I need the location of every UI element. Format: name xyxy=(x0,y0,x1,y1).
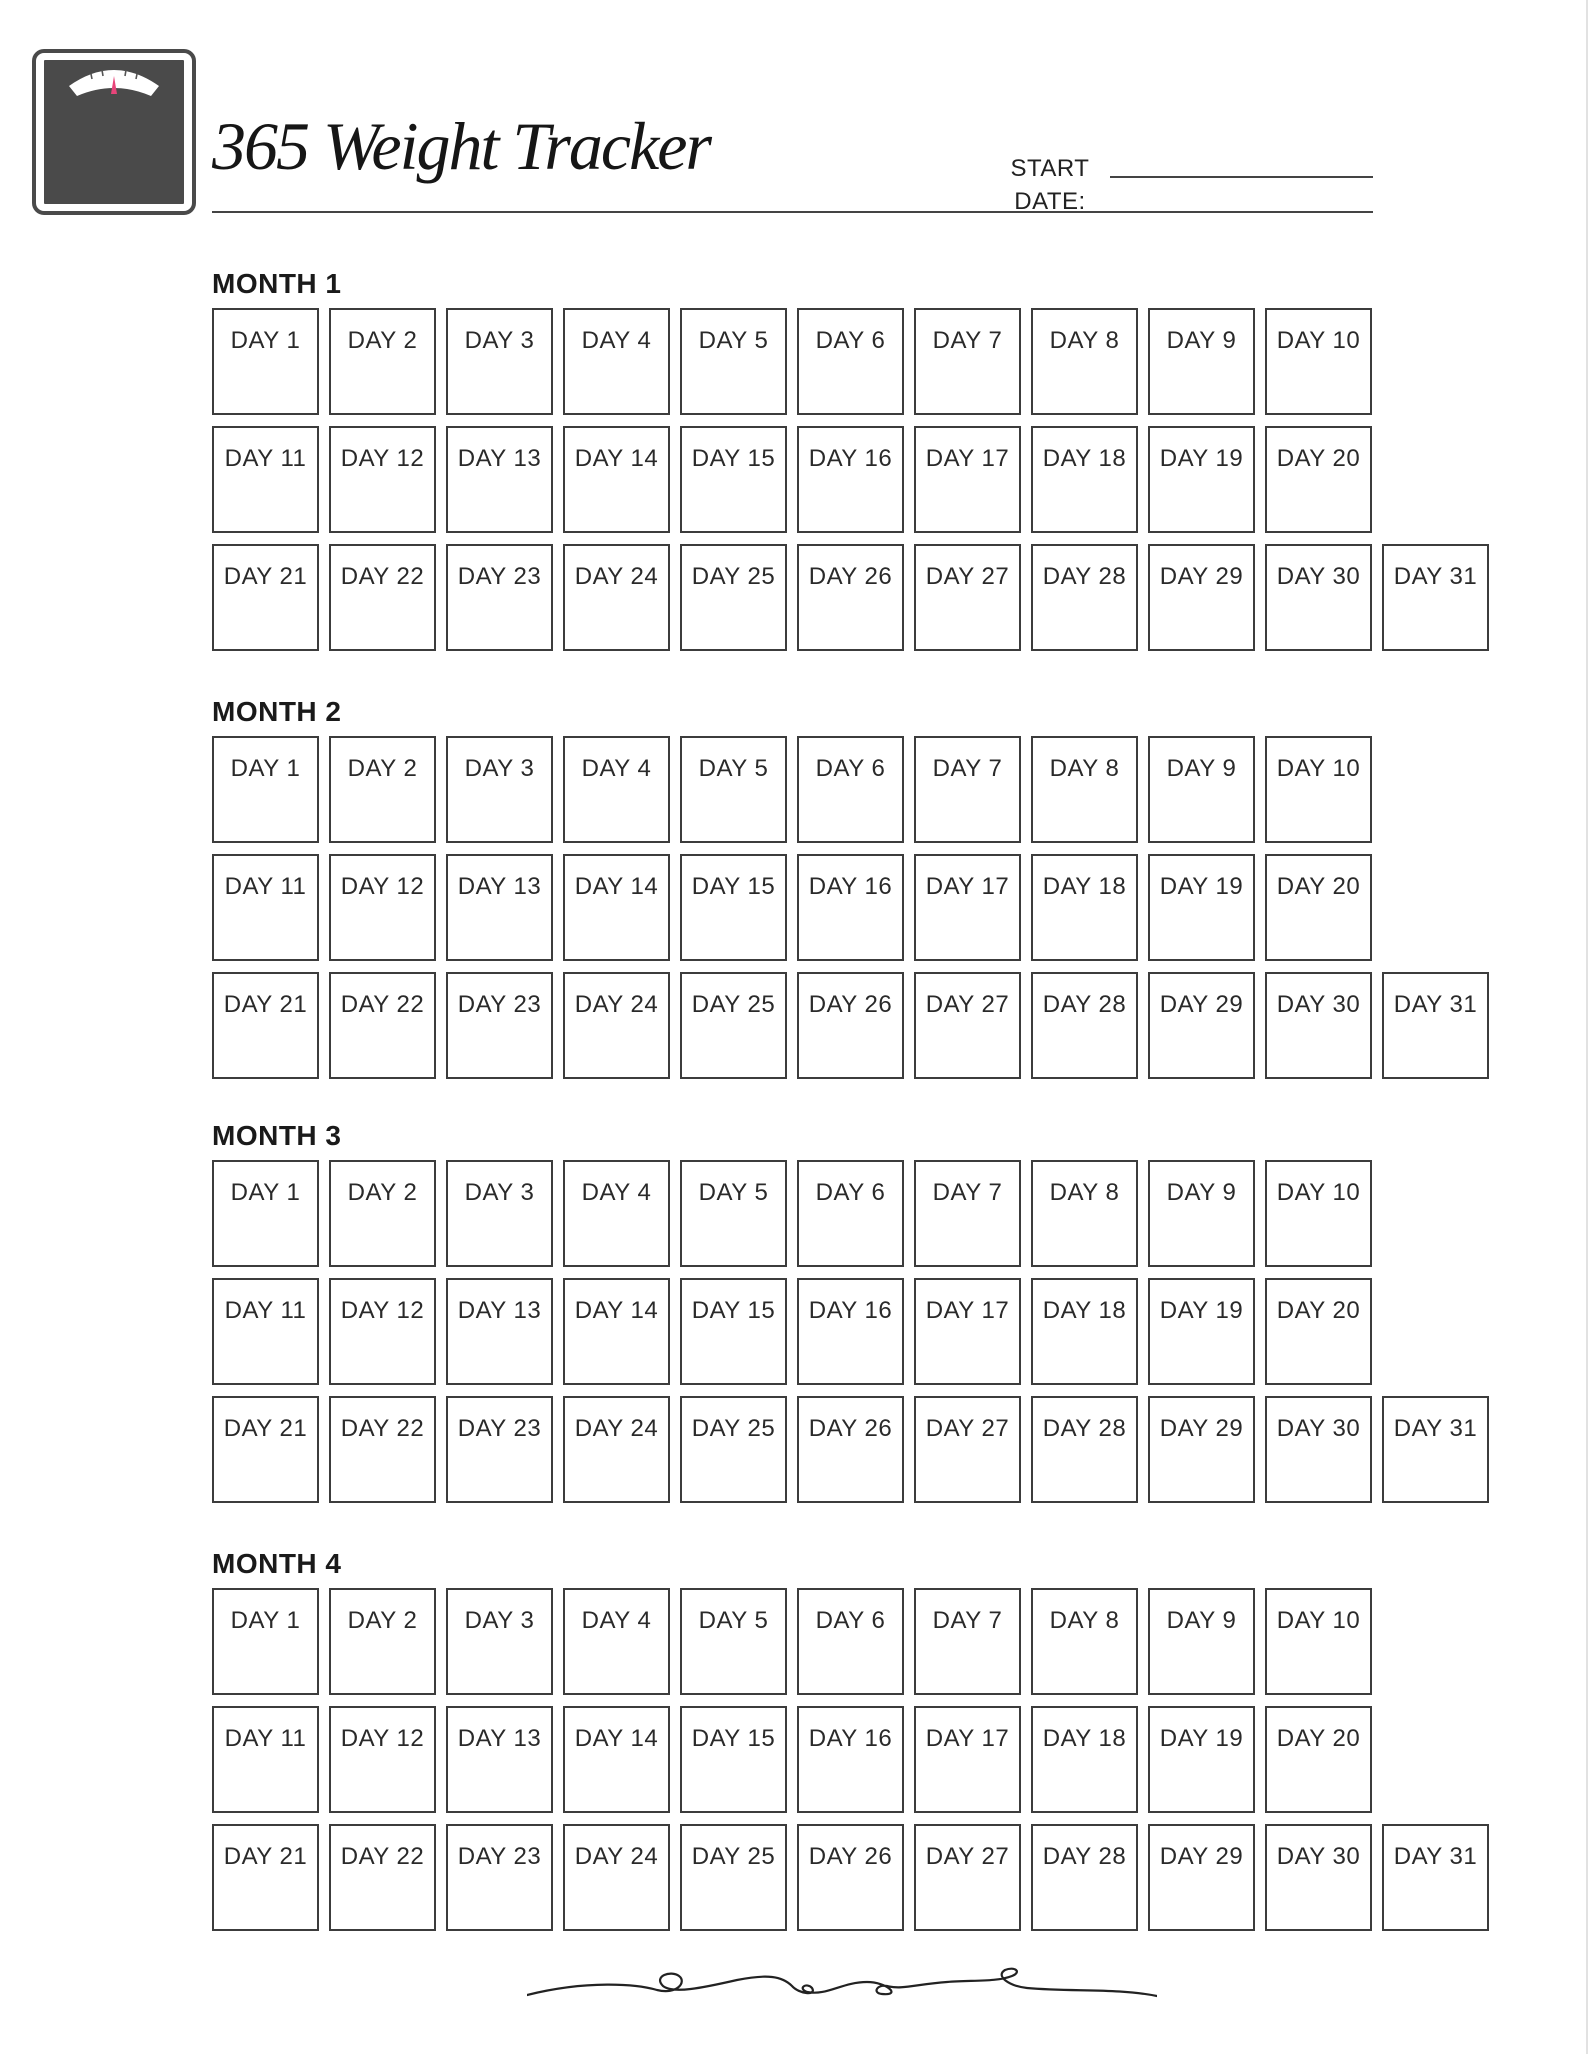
day-box[interactable]: DAY 2 xyxy=(329,1160,436,1267)
day-box[interactable]: DAY 16 xyxy=(797,854,904,961)
day-box[interactable]: DAY 20 xyxy=(1265,854,1372,961)
day-box[interactable]: DAY 20 xyxy=(1265,1706,1372,1813)
day-box[interactable]: DAY 15 xyxy=(680,854,787,961)
day-box[interactable]: DAY 9 xyxy=(1148,1160,1255,1267)
day-box[interactable]: DAY 22 xyxy=(329,544,436,651)
day-box[interactable]: DAY 10 xyxy=(1265,736,1372,843)
month-label: MONTH 3 xyxy=(212,1120,342,1151)
day-grid xyxy=(212,308,1489,651)
decorative-flourish-icon xyxy=(527,1962,1157,2008)
day-box[interactable]: DAY 3 xyxy=(446,1588,553,1695)
day-box[interactable]: DAY 29 xyxy=(1148,544,1255,651)
day-box[interactable]: DAY 1 xyxy=(212,1160,319,1267)
day-box[interactable]: DAY 26 xyxy=(797,1824,904,1931)
day-box[interactable]: DAY 10 xyxy=(1265,308,1372,415)
day-box[interactable]: DAY 26 xyxy=(797,972,904,1079)
day-box[interactable]: DAY 14 xyxy=(563,1278,670,1385)
day-box[interactable]: DAY 17 xyxy=(914,854,1021,961)
day-box[interactable]: DAY 12 xyxy=(329,854,436,961)
day-grid xyxy=(212,1160,1489,1503)
day-box[interactable]: DAY 20 xyxy=(1265,426,1372,533)
day-box[interactable]: DAY 12 xyxy=(329,1278,436,1385)
day-box[interactable]: DAY 14 xyxy=(563,426,670,533)
day-box[interactable]: DAY 16 xyxy=(797,1278,904,1385)
day-box[interactable]: DAY 31 xyxy=(1382,1396,1489,1503)
day-box[interactable]: DAY 6 xyxy=(797,308,904,415)
day-box[interactable]: DAY 1 xyxy=(212,1588,319,1695)
day-box[interactable]: DAY 1 xyxy=(212,308,319,415)
day-box[interactable]: DAY 2 xyxy=(329,308,436,415)
day-box[interactable]: DAY 30 xyxy=(1265,1824,1372,1931)
day-box[interactable]: DAY 17 xyxy=(914,1278,1021,1385)
day-box[interactable]: DAY 4 xyxy=(563,736,670,843)
day-box[interactable]: DAY 26 xyxy=(797,1396,904,1503)
day-box[interactable]: DAY 4 xyxy=(563,308,670,415)
day-box[interactable]: DAY 25 xyxy=(680,1824,787,1931)
day-box[interactable]: DAY 21 xyxy=(212,972,319,1079)
day-box[interactable]: DAY 3 xyxy=(446,736,553,843)
day-box[interactable]: DAY 8 xyxy=(1031,308,1138,415)
day-grid xyxy=(212,736,1489,1079)
day-box[interactable]: DAY 24 xyxy=(563,1824,670,1931)
day-box[interactable]: DAY 6 xyxy=(797,1160,904,1267)
page-title: 365 Weight Tracker xyxy=(212,108,710,184)
day-box[interactable]: DAY 22 xyxy=(329,1824,436,1931)
day-box[interactable]: DAY 5 xyxy=(680,1588,787,1695)
day-box[interactable]: DAY 7 xyxy=(914,308,1021,415)
day-box[interactable]: DAY 28 xyxy=(1031,1396,1138,1503)
day-box[interactable]: DAY 23 xyxy=(446,544,553,651)
day-box[interactable]: DAY 25 xyxy=(680,1396,787,1503)
day-box[interactable]: DAY 10 xyxy=(1265,1160,1372,1267)
day-box[interactable]: DAY 17 xyxy=(914,426,1021,533)
day-box[interactable]: DAY 12 xyxy=(329,1706,436,1813)
day-box[interactable]: DAY 1 xyxy=(212,736,319,843)
day-box[interactable]: DAY 4 xyxy=(563,1160,670,1267)
bathroom-scale-icon xyxy=(31,48,197,216)
day-box[interactable]: DAY 31 xyxy=(1382,972,1489,1079)
day-box[interactable]: DAY 7 xyxy=(914,1160,1021,1267)
day-box[interactable]: DAY 13 xyxy=(446,1278,553,1385)
day-box[interactable]: DAY 19 xyxy=(1148,1706,1255,1813)
day-box[interactable]: DAY 16 xyxy=(797,1706,904,1813)
day-box[interactable]: DAY 21 xyxy=(212,544,319,651)
day-box[interactable]: DAY 21 xyxy=(212,1824,319,1931)
day-box[interactable]: DAY 28 xyxy=(1031,544,1138,651)
day-box[interactable]: DAY 28 xyxy=(1031,1824,1138,1931)
day-box[interactable]: DAY 12 xyxy=(329,426,436,533)
day-box[interactable]: DAY 5 xyxy=(680,308,787,415)
day-box[interactable]: DAY 25 xyxy=(680,972,787,1079)
day-box[interactable]: DAY 9 xyxy=(1148,736,1255,843)
day-box[interactable]: DAY 19 xyxy=(1148,854,1255,961)
day-box[interactable]: DAY 11 xyxy=(212,1278,319,1385)
day-box[interactable]: DAY 24 xyxy=(563,1396,670,1503)
day-box[interactable]: DAY 8 xyxy=(1031,1160,1138,1267)
day-box[interactable]: DAY 8 xyxy=(1031,1588,1138,1695)
day-box[interactable]: DAY 18 xyxy=(1031,1278,1138,1385)
day-box[interactable]: DAY 21 xyxy=(212,1396,319,1503)
day-box[interactable]: DAY 29 xyxy=(1148,1396,1255,1503)
day-box[interactable]: DAY 3 xyxy=(446,1160,553,1267)
day-box[interactable]: DAY 30 xyxy=(1265,1396,1372,1503)
day-box[interactable]: DAY 18 xyxy=(1031,854,1138,961)
day-box[interactable]: DAY 19 xyxy=(1148,426,1255,533)
day-box[interactable]: DAY 18 xyxy=(1031,426,1138,533)
month-label: MONTH 2 xyxy=(212,696,342,727)
day-box[interactable]: DAY 22 xyxy=(329,972,436,1079)
day-box[interactable]: DAY 18 xyxy=(1031,1706,1138,1813)
day-box[interactable]: DAY 16 xyxy=(797,426,904,533)
start-date-field[interactable] xyxy=(1110,176,1373,178)
day-box[interactable]: DAY 26 xyxy=(797,544,904,651)
day-box[interactable]: DAY 30 xyxy=(1265,544,1372,651)
day-box[interactable]: DAY 25 xyxy=(680,544,787,651)
day-box[interactable]: DAY 9 xyxy=(1148,1588,1255,1695)
day-box[interactable]: DAY 4 xyxy=(563,1588,670,1695)
day-box[interactable]: DAY 10 xyxy=(1265,1588,1372,1695)
day-box[interactable]: DAY 15 xyxy=(680,426,787,533)
day-box[interactable]: DAY 27 xyxy=(914,544,1021,651)
day-box[interactable]: DAY 11 xyxy=(212,854,319,961)
day-box[interactable]: DAY 29 xyxy=(1148,1824,1255,1931)
day-box[interactable]: DAY 5 xyxy=(680,1160,787,1267)
day-box[interactable]: DAY 5 xyxy=(680,736,787,843)
day-box[interactable]: DAY 24 xyxy=(563,972,670,1079)
day-box[interactable]: DAY 17 xyxy=(914,1706,1021,1813)
day-box[interactable]: DAY 27 xyxy=(914,1396,1021,1503)
month-label: MONTH 4 xyxy=(212,1548,342,1579)
day-box[interactable]: DAY 6 xyxy=(797,1588,904,1695)
day-box[interactable]: DAY 20 xyxy=(1265,1278,1372,1385)
day-box[interactable]: DAY 6 xyxy=(797,736,904,843)
day-box[interactable]: DAY 24 xyxy=(563,544,670,651)
day-box[interactable]: DAY 27 xyxy=(914,972,1021,1079)
day-box[interactable]: DAY 2 xyxy=(329,1588,436,1695)
day-box[interactable]: DAY 19 xyxy=(1148,1278,1255,1385)
start-date-label: START DATE: xyxy=(1010,155,1090,215)
day-box[interactable]: DAY 31 xyxy=(1382,1824,1489,1931)
day-box[interactable]: DAY 14 xyxy=(563,854,670,961)
day-box[interactable]: DAY 7 xyxy=(914,1588,1021,1695)
day-box[interactable]: DAY 9 xyxy=(1148,308,1255,415)
header-rule xyxy=(212,211,1373,213)
day-box[interactable]: DAY 27 xyxy=(914,1824,1021,1931)
day-grid xyxy=(212,1588,1489,1931)
day-box[interactable]: DAY 13 xyxy=(446,854,553,961)
day-box[interactable]: DAY 15 xyxy=(680,1278,787,1385)
day-box[interactable]: DAY 3 xyxy=(446,308,553,415)
day-box[interactable]: DAY 31 xyxy=(1382,544,1489,651)
day-box[interactable]: DAY 8 xyxy=(1031,736,1138,843)
day-box[interactable]: DAY 11 xyxy=(212,1706,319,1813)
day-box[interactable]: DAY 22 xyxy=(329,1396,436,1503)
day-box[interactable]: DAY 29 xyxy=(1148,972,1255,1079)
day-box[interactable]: DAY 28 xyxy=(1031,972,1138,1079)
day-box[interactable]: DAY 30 xyxy=(1265,972,1372,1079)
day-box[interactable]: DAY 13 xyxy=(446,426,553,533)
day-box[interactable]: DAY 14 xyxy=(563,1706,670,1813)
day-box[interactable]: DAY 15 xyxy=(680,1706,787,1813)
month-label: MONTH 1 xyxy=(212,268,342,299)
day-box[interactable]: DAY 23 xyxy=(446,972,553,1079)
day-box[interactable]: DAY 23 xyxy=(446,1396,553,1503)
day-box[interactable]: DAY 7 xyxy=(914,736,1021,843)
day-box[interactable]: DAY 13 xyxy=(446,1706,553,1813)
day-box[interactable]: DAY 11 xyxy=(212,426,319,533)
day-box[interactable]: DAY 2 xyxy=(329,736,436,843)
day-box[interactable]: DAY 23 xyxy=(446,1824,553,1931)
